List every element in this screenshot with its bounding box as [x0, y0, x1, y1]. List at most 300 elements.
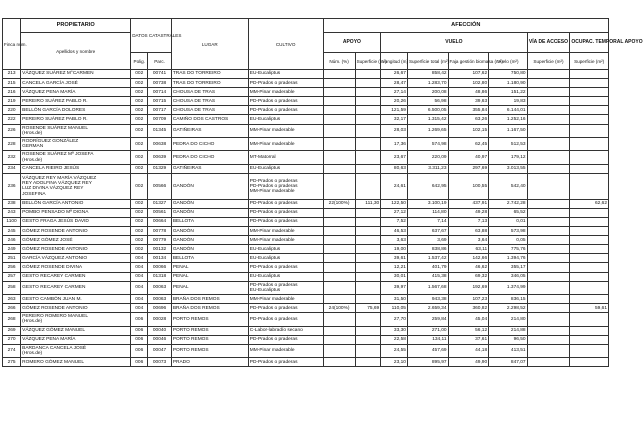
apoyo-num-cell	[323, 245, 355, 254]
parcela-cell: 00066	[148, 263, 172, 272]
lugar-cell: PORTO REMOS	[171, 335, 248, 344]
lugar-cell: BRAÑA DOS REMOS	[171, 304, 248, 313]
lugar-cell: PEDRA DO CICHO	[171, 137, 248, 150]
longitud-cell: 26,67	[381, 70, 408, 79]
vuelo-cell: 214,80	[489, 313, 527, 326]
faja-biomasa-cell: 142,66	[448, 254, 489, 263]
via-acceso-cell	[527, 236, 570, 245]
cultivo-text: PD-Prados o praderas	[249, 107, 298, 113]
superficie-total-cell: 1.269,65	[407, 124, 448, 137]
ocupacion-cell	[570, 313, 609, 326]
faja-biomasa-cell: 107,62	[448, 70, 489, 79]
longitud-cell: 23,10	[381, 358, 408, 367]
vuelo-cell: 1.252,16	[489, 115, 527, 124]
cultivo-cell	[248, 236, 323, 245]
header-apellidos: Apellidos y nombre	[21, 33, 131, 70]
afeccion-table	[2, 18, 643, 367]
finca-cell: 263	[3, 295, 21, 304]
parcela-cell: 00561	[148, 208, 172, 217]
cultivo-cell	[248, 199, 323, 208]
lugar-cell: CHOUSA DE TRAS	[171, 97, 248, 106]
owner-name-text: POMBO PENSADO Mª DIGNA	[22, 210, 89, 216]
vuelo-cell: 2.298,52	[489, 304, 527, 313]
apoyo-superficie-cell	[355, 208, 381, 217]
header-vuelo-m2: Vuelo (m²)	[489, 53, 527, 70]
ocupacion-cell	[570, 70, 609, 79]
poligono-cell: 002	[131, 236, 148, 245]
via-acceso-cell	[527, 79, 570, 88]
parcela-cell: 00046	[148, 335, 172, 344]
ocupacion-cell	[570, 97, 609, 106]
parcela-cell: 00073	[148, 358, 172, 367]
finca-cell: 228	[3, 137, 21, 150]
longitud-cell: 22,58	[381, 335, 408, 344]
cultivo-text: PD-Prados o praderas	[249, 98, 298, 104]
via-acceso-cell	[527, 263, 570, 272]
superficie-total-cell: 642,95	[407, 173, 448, 199]
via-acceso-cell	[527, 344, 570, 357]
faja-biomasa-cell: 63,26	[448, 115, 489, 124]
apoyo-superficie-cell	[355, 70, 381, 79]
cultivo-text: PD-Prados o praderas	[249, 80, 298, 86]
owner-name-text: VÁZQUEZ PENA MARÍA	[22, 89, 76, 95]
lugar-cell: CAMIÑO DOS CASTROS	[171, 115, 248, 124]
header-lugar: LUGAR	[171, 19, 248, 70]
owner-name-text: GARCÍA VÁZQUEZ ANTONIO	[22, 255, 88, 261]
owner-name-cell	[21, 344, 131, 357]
cultivo-cell	[248, 245, 323, 254]
faja-biomasa-cell: 437,91	[448, 199, 489, 208]
apoyo-num-cell	[323, 326, 355, 335]
via-acceso-cell	[527, 124, 570, 137]
table-row	[3, 326, 609, 335]
poligono-cell: 004	[131, 272, 148, 281]
vuelo-cell: 512,53	[489, 137, 527, 150]
superficie-total-cell: 1.537,42	[407, 254, 448, 263]
ocupacion-cell	[570, 254, 609, 263]
faja-biomasa-cell: 63,88	[448, 227, 489, 236]
table-row	[3, 236, 609, 245]
parcela-cell: 00639	[148, 151, 172, 164]
poligono-cell: 002	[131, 137, 148, 150]
cultivo-cell	[248, 88, 323, 97]
longitud-cell: 12,21	[381, 263, 408, 272]
cultivo-cell	[248, 304, 323, 313]
faja-biomasa-cell: 7,13	[448, 218, 489, 227]
table-body	[3, 70, 609, 367]
cultivo-text: PD-Prados o praderas	[249, 305, 298, 311]
faja-biomasa-cell: 49,90	[448, 358, 489, 367]
parcela-cell: 00714	[148, 88, 172, 97]
apoyo-num-cell	[323, 79, 355, 88]
poligono-cell: 002	[131, 124, 148, 137]
vuelo-cell: 542,40	[489, 173, 527, 199]
header-ocupacion-temporal: OCUPAC. TEMPORAL APOYO	[570, 33, 609, 53]
owner-name-text: ROMERO GÓMEZ MANUEL	[22, 359, 84, 365]
longitud-cell: 39,61	[381, 254, 408, 263]
owner-name-text: ROSENDE SUÁREZ MANUEL (Hros.de)	[22, 125, 88, 136]
vuelo-cell: 1.374,99	[489, 281, 527, 294]
finca-cell: 251	[3, 254, 21, 263]
lugar-cell: PORTO REMOS	[171, 313, 248, 326]
ocupacion-cell	[570, 151, 609, 164]
finca-cell: 274	[3, 344, 21, 357]
finca-cell: 256	[3, 263, 21, 272]
poligono-cell: 004	[131, 281, 148, 294]
vuelo-cell: 96,50	[489, 335, 527, 344]
apoyo-num-cell	[323, 236, 355, 245]
ocupacion-cell	[570, 295, 609, 304]
owner-name-cell	[21, 173, 131, 199]
cultivo-text: EU-Eucaliptus	[249, 255, 281, 261]
owner-name-text: VÁZQUEZ PENA MARÍA	[22, 337, 76, 343]
vuelo-cell: 6.144,01	[489, 106, 527, 115]
owner-name-text: GÓMEZ GÓMEZ JOSÉ	[22, 237, 73, 243]
owner-name-text: GESTO RECAREY CARMEN	[22, 274, 86, 280]
table-row	[3, 106, 609, 115]
faja-biomasa-cell: 102,80	[448, 79, 489, 88]
apoyo-superficie-cell	[355, 151, 381, 164]
superficie-total-cell: 637,67	[407, 227, 448, 236]
lugar-cell: PORTO REMOS	[171, 344, 248, 357]
cultivo-cell	[248, 313, 323, 326]
owner-name-cell	[21, 313, 131, 326]
parcela-cell: 00638	[148, 137, 172, 150]
apoyo-superficie-cell	[355, 164, 381, 173]
vuelo-cell: 775,76	[489, 245, 527, 254]
apoyo-num-cell	[323, 164, 355, 173]
apoyo-superficie-cell	[355, 137, 381, 150]
finca-cell: 266	[3, 304, 21, 313]
vuelo-cell: 836,15	[489, 295, 527, 304]
lugar-cell: PENAL	[171, 263, 248, 272]
faja-biomasa-cell: 107,23	[448, 295, 489, 304]
superficie-total-cell: 457,69	[407, 344, 448, 357]
parcela-cell: 01329	[148, 164, 172, 173]
vuelo-cell: 847,07	[489, 358, 527, 367]
longitud-cell: 110,05	[381, 304, 408, 313]
apoyo-num-cell	[323, 335, 355, 344]
finca-cell: 257	[3, 272, 21, 281]
owner-name-cell	[21, 236, 131, 245]
apoyo-superficie-cell	[355, 335, 381, 344]
document-page	[2, 18, 643, 367]
parcela-cell: 00063	[148, 295, 172, 304]
owner-name-text: GÓMEZ ROSENDE ANTONIO	[22, 246, 88, 252]
poligono-cell: 002	[131, 79, 148, 88]
owner-name-cell	[21, 245, 131, 254]
longitud-cell: 122,50	[381, 199, 408, 208]
cultivo-text: PD-Prados o praderas	[249, 359, 298, 365]
poligono-cell: 002	[131, 227, 148, 236]
owner-name-cell	[21, 70, 131, 79]
via-acceso-cell	[527, 88, 570, 97]
owner-name-text: BELLÓN GARCÍA DOLORES	[22, 107, 86, 113]
owner-name-text: BARDANCA CANCELA JOSÉ (Hros.de)	[22, 345, 87, 357]
apoyo-superficie-cell	[355, 245, 381, 254]
owner-name-cell	[21, 199, 131, 208]
longitud-cell: 80,63	[381, 164, 408, 173]
owner-name-text: CANCELA RIEIRO JESÚS	[22, 166, 80, 172]
vuelo-cell: 573,98	[489, 227, 527, 236]
owner-name-cell	[21, 358, 131, 367]
poligono-cell: 002	[131, 218, 148, 227]
header-apoyo: APOYO	[323, 33, 381, 53]
cultivo-cell	[248, 173, 323, 199]
owner-name-text: GESTO CAMBÓN JUAN M.	[22, 296, 82, 302]
cultivo-text: PD-Prados o praderas	[249, 337, 298, 343]
vuelo-cell: 214,88	[489, 326, 527, 335]
ocupacion-cell	[570, 106, 609, 115]
owner-name-cell	[21, 97, 131, 106]
cultivo-text: MM-Pinar maderable	[249, 89, 295, 95]
cultivo-text: MM-Pinar maderable	[249, 348, 295, 354]
superficie-total-cell: 415,38	[407, 272, 448, 281]
cultivo-text: MM-Pinar maderable	[249, 237, 295, 243]
vuelo-cell: 0,01	[489, 218, 527, 227]
apoyo-num-cell	[323, 227, 355, 236]
longitud-cell: 32,17	[381, 115, 408, 124]
cultivo-text: MM-Pinar maderable	[249, 228, 295, 234]
longitud-cell: 28,03	[381, 124, 408, 137]
owner-name-cell	[21, 151, 131, 164]
longitud-cell: 7,52	[381, 218, 408, 227]
cultivo-cell	[248, 335, 323, 344]
faja-biomasa-cell: 44,18	[448, 344, 489, 357]
faja-biomasa-cell: 56,12	[448, 326, 489, 335]
cultivo-cell	[248, 151, 323, 164]
finca-cell: 238	[3, 199, 21, 208]
apoyo-num-cell	[323, 137, 355, 150]
via-acceso-cell	[527, 70, 570, 79]
cultivo-cell	[248, 218, 323, 227]
apoyo-num-cell	[323, 358, 355, 367]
apoyo-superficie-cell	[355, 173, 381, 199]
superficie-total-cell: 858,42	[407, 70, 448, 79]
lugar-cell: CHOUSA DE TRAS	[171, 88, 248, 97]
cultivo-text: EU-Eucaliptus	[249, 246, 281, 252]
via-acceso-cell	[527, 272, 570, 281]
vuelo-cell: 346,05	[489, 272, 527, 281]
poligono-cell: 006	[131, 358, 148, 367]
vuelo-cell: 355,17	[489, 263, 527, 272]
poligono-cell: 002	[131, 164, 148, 173]
apoyo-num-cell	[323, 254, 355, 263]
owner-name-text: RODRÍGUEZ GONZÁLEZ GERMAN	[22, 138, 79, 150]
table-row	[3, 164, 609, 173]
cultivo-cell	[248, 115, 323, 124]
owner-name-cell	[21, 164, 131, 173]
longitud-cell: 17,36	[381, 137, 408, 150]
apoyo-superficie-cell	[355, 313, 381, 326]
superficie-total-cell: 200,08	[407, 88, 448, 97]
via-acceso-cell	[527, 173, 570, 199]
cultivo-text: MT-Matorral	[249, 154, 276, 160]
table-row	[3, 124, 609, 137]
lugar-cell: CHOUSA DE TRAS	[171, 106, 248, 115]
owner-name-cell	[21, 326, 131, 335]
apoyo-num-cell	[323, 263, 355, 272]
superficie-total-cell: 134,11	[407, 335, 448, 344]
cultivo-cell	[248, 326, 323, 335]
header-faja-biomasa: Faja gestión biomasa (m²)	[448, 53, 489, 70]
cultivo-cell	[248, 358, 323, 367]
poligono-cell: 002	[131, 245, 148, 254]
superficie-total-cell: 943,38	[407, 295, 448, 304]
faja-biomasa-cell: 100,55	[448, 173, 489, 199]
cultivo-text: PD-Prados o praderas	[249, 264, 298, 270]
cultivo-text: PD-Prados o praderas EU-Eucaliptus	[249, 282, 298, 293]
faja-biomasa-cell: 46,62	[448, 263, 489, 272]
apoyo-superficie-cell	[355, 79, 381, 88]
apoyo-num-cell	[323, 88, 355, 97]
parcela-cell: 00709	[148, 115, 172, 124]
via-acceso-cell	[527, 313, 570, 326]
finca-cell: 220	[3, 106, 21, 115]
ocupacion-cell	[570, 326, 609, 335]
finca-cell: 216	[3, 88, 21, 97]
table-row	[3, 208, 609, 217]
longitud-cell: 24,55	[381, 344, 408, 357]
table-row	[3, 295, 609, 304]
cultivo-cell	[248, 124, 323, 137]
superficie-total-cell: 1.567,68	[407, 281, 448, 294]
owner-name-cell	[21, 137, 131, 150]
finca-cell: 234	[3, 164, 21, 173]
faja-biomasa-cell: 192,69	[448, 281, 489, 294]
apoyo-num-cell	[323, 295, 355, 304]
superficie-total-cell: 3.311,23	[407, 164, 448, 173]
header-superficie-ocupacion: Superficie (m²)	[570, 53, 609, 70]
owner-name-cell	[21, 272, 131, 281]
apoyo-superficie-cell	[355, 272, 381, 281]
via-acceso-cell	[527, 227, 570, 236]
finca-cell: 245	[3, 227, 21, 236]
ocupacion-cell	[570, 79, 609, 88]
finca-cell: 275	[3, 358, 21, 367]
cultivo-text: EU-Eucaliptus	[249, 116, 281, 122]
cultivo-cell	[248, 97, 323, 106]
header-finca: Finca núm.	[3, 19, 21, 70]
apoyo-num-cell	[323, 173, 355, 199]
faja-biomasa-cell: 355,84	[448, 106, 489, 115]
ocupacion-cell	[570, 218, 609, 227]
header-cultivo: CULTIVO	[248, 19, 323, 70]
cultivo-text: MM-Pinar maderable	[249, 141, 295, 147]
via-acceso-cell	[527, 245, 570, 254]
owner-name-cell	[21, 106, 131, 115]
header-via-acceso: VÍA DE ACCESO	[527, 33, 570, 53]
faja-biomasa-cell: 3,64	[448, 236, 489, 245]
poligono-cell: 006	[131, 313, 148, 326]
cultivo-text: PD-Prados o praderas PD-Prados o praderas MM-Pinar maderable	[249, 178, 298, 194]
poligono-cell: 006	[131, 335, 148, 344]
cultivo-text: PD-Prados o praderas	[249, 316, 298, 322]
parcela-cell: 00696	[148, 304, 172, 313]
via-acceso-cell	[527, 97, 570, 106]
cultivo-cell	[248, 106, 323, 115]
owner-name-text: VÁZQUEZ REY MARÍA VÁZQUEZ REY ADOLFINA VÁZQUEZ REY LUZ DIVINA VÁZQUEZ REY JOSEFINA	[22, 175, 97, 197]
apoyo-superficie-cell	[355, 358, 381, 367]
table-row	[3, 218, 609, 227]
cultivo-cell	[248, 137, 323, 150]
table-row	[3, 313, 609, 326]
vuelo-cell: 2.742,28	[489, 199, 527, 208]
cultivo-text: EU-Eucaliptus	[249, 71, 281, 77]
ocupacion-cell	[570, 281, 609, 294]
ocupacion-cell	[570, 164, 609, 173]
ocupacion-cell	[570, 115, 609, 124]
poligono-cell: 006	[131, 344, 148, 357]
apoyo-superficie-cell	[355, 263, 381, 272]
header-poligono: Polig.	[131, 53, 148, 70]
table-row	[3, 79, 609, 88]
via-acceso-cell	[527, 335, 570, 344]
header-superficie-apoyo: Superficie (m²)	[355, 53, 381, 70]
cultivo-cell	[248, 272, 323, 281]
apoyo-superficie-cell	[355, 97, 381, 106]
apoyo-num-cell	[323, 313, 355, 326]
lugar-cell: GANDÓN	[171, 227, 248, 236]
parcela-cell: 00738	[148, 79, 172, 88]
cultivo-cell	[248, 79, 323, 88]
apoyo-superficie-cell	[355, 124, 381, 137]
vuelo-cell: 1.167,50	[489, 124, 527, 137]
faja-biomasa-cell: 49,28	[448, 208, 489, 217]
vuelo-cell: 0,05	[489, 236, 527, 245]
ocupacion-cell: 62,62	[570, 199, 609, 208]
lugar-cell: PENAL	[171, 281, 248, 294]
via-acceso-cell	[527, 358, 570, 367]
ocupacion-cell	[570, 137, 609, 150]
longitud-cell: 28,47	[381, 79, 408, 88]
faja-biomasa-cell: 48,86	[448, 88, 489, 97]
apoyo-superficie-cell	[355, 227, 381, 236]
table-row	[3, 281, 609, 294]
parcela-cell: 00040	[148, 326, 172, 335]
vuelo-cell: 1.394,76	[489, 254, 527, 263]
ocupacion-cell	[570, 245, 609, 254]
cultivo-cell	[248, 295, 323, 304]
cultivo-text: PD-Prados o praderas	[249, 219, 298, 225]
apoyo-superficie-cell	[355, 218, 381, 227]
lugar-cell: PORTO REMOS	[171, 326, 248, 335]
superficie-total-cell: 271,00	[407, 326, 448, 335]
faja-biomasa-cell: 102,15	[448, 124, 489, 137]
lugar-cell: GANDÓN	[171, 245, 248, 254]
header-afeccion: AFECCIÓN	[323, 19, 608, 33]
owner-name-cell	[21, 281, 131, 294]
ocupacion-cell	[570, 263, 609, 272]
apoyo-num-cell	[323, 97, 355, 106]
ocupacion-cell	[570, 173, 609, 199]
owner-name-text: PEREIRO SUÁREZ PABLO R.	[22, 116, 88, 122]
via-acceso-cell	[527, 281, 570, 294]
via-acceso-cell	[527, 295, 570, 304]
apoyo-num-cell	[323, 115, 355, 124]
superficie-total-cell: 401,79	[407, 263, 448, 272]
via-acceso-cell	[527, 115, 570, 124]
poligono-cell: 004	[131, 295, 148, 304]
cultivo-text: MM-Pinar maderable	[249, 128, 295, 134]
lugar-cell: BELLOTA	[171, 218, 248, 227]
table-row	[3, 358, 609, 367]
apoyo-superficie-cell	[355, 254, 381, 263]
vuelo-cell: 1.180,90	[489, 79, 527, 88]
ocupacion-cell: 59,61	[570, 304, 609, 313]
owner-name-cell	[21, 335, 131, 344]
lugar-cell: TRAS DO TORREIRO	[171, 70, 248, 79]
